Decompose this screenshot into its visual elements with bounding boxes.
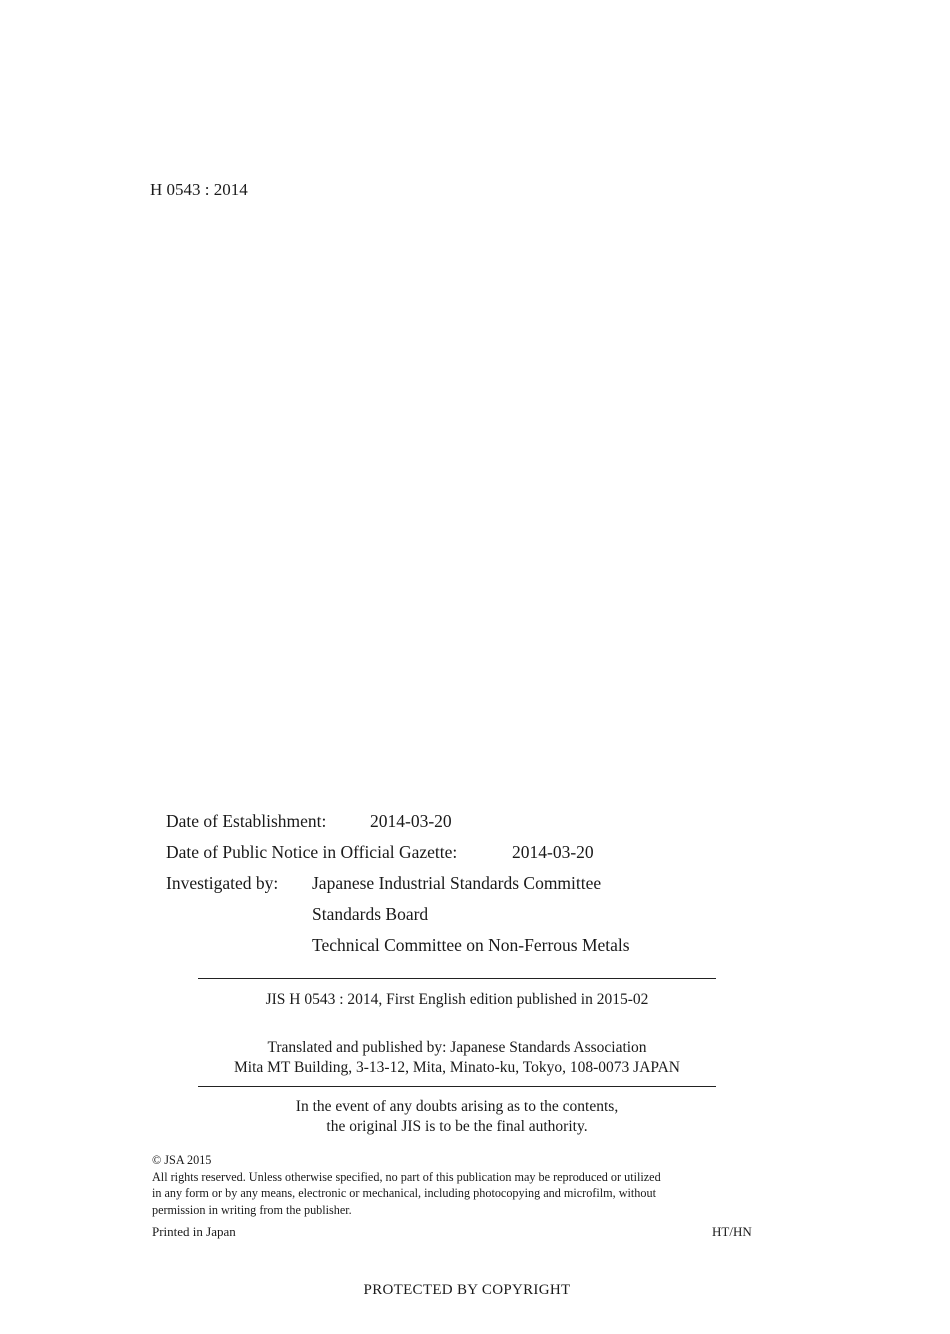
translator-code: HT/HN (712, 1224, 752, 1239)
authority-line-1: In the event of any doubts arising as to the contents, (295, 1098, 619, 1115)
investigator-committee: Japanese Industrial Standards Committee (312, 873, 602, 893)
printed-in: Printed in Japan (152, 1224, 236, 1239)
publisher-line: Translated and published by: Japanese Standards Association (267, 1039, 647, 1056)
top-divider (198, 978, 716, 979)
public-notice-label: Date of Public Notice in Official Gazette: (166, 842, 458, 862)
authority-line-2: the original JIS is to be the final authority. (326, 1118, 588, 1135)
investigator-technical-committee: Technical Committee on Non-Ferrous Metals (312, 935, 630, 955)
investigated-label: Investigated by: (166, 873, 279, 893)
investigator-board: Standards Board (312, 904, 429, 924)
document-id: H 0543 : 2014 (150, 180, 248, 199)
public-notice-date: 2014-03-20 (512, 842, 594, 862)
copyright-block (152, 1152, 764, 1218)
establishment-label: Date of Establishment: (166, 811, 327, 831)
bottom-divider (198, 1086, 716, 1087)
establishment-date: 2014-03-20 (370, 811, 452, 831)
rights-line-3: permission in writing from the publisher. (152, 1202, 352, 1217)
copyright-notice: © JSA 2015 (152, 1153, 212, 1167)
publisher-address: Mita MT Building, 3-13-12, Mita, Minato-ku, Tokyo, 108-0073 JAPAN (234, 1059, 680, 1076)
edition-line: JIS H 0543 : 2014, First English edition published in 2015-02 (265, 991, 649, 1008)
rights-line-2: in any form or by any means, electronic or mechanical, including photocopying and microfilm, without (152, 1186, 656, 1200)
rights-line-1: All rights reserved. Unless otherwise specified, no part of this publication may be reproduced or utilized (152, 1169, 661, 1184)
copyright-footer: PROTECTED BY COPYRIGHT (363, 1282, 571, 1298)
